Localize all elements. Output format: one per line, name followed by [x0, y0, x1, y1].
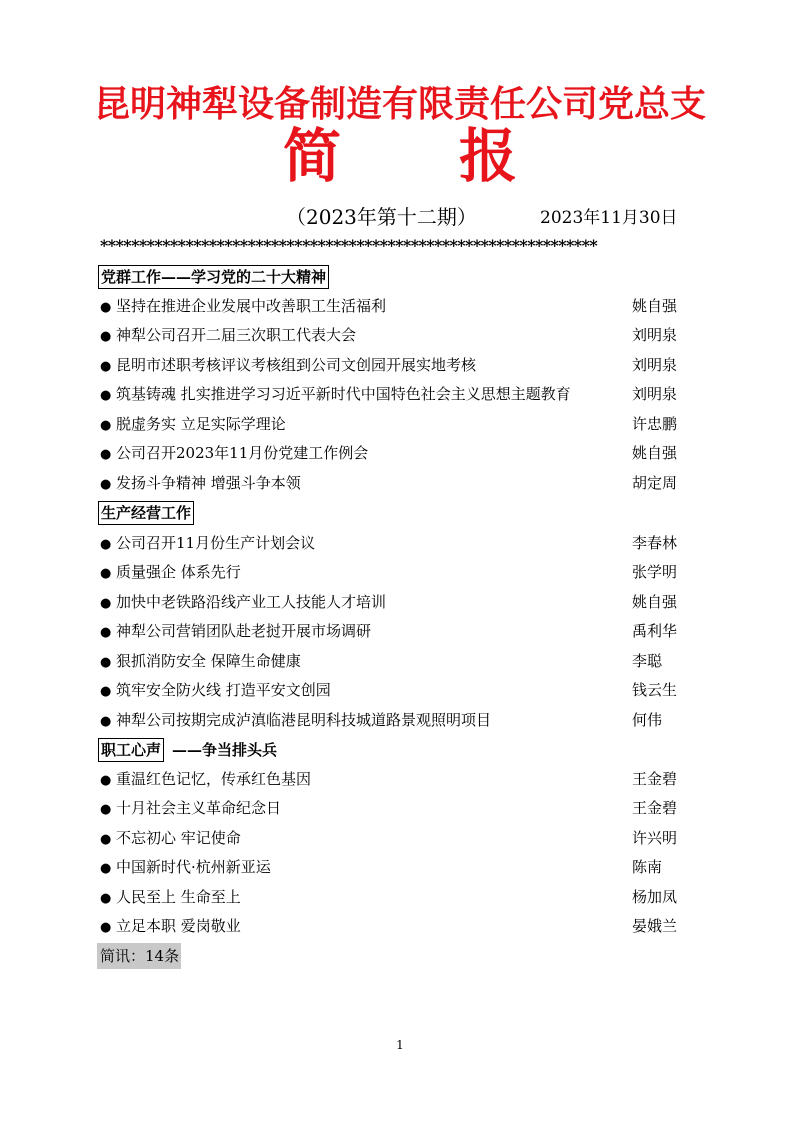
bullet-icon: ●: [100, 773, 112, 788]
issue-number: （2023年第十二期）: [286, 205, 477, 229]
list-item: [100, 560, 690, 584]
organization-title: 昆明神犁设备制造有限责任公司党总支: [93, 83, 706, 125]
list-item: [100, 323, 690, 347]
item-title: 不忘初心 牢记使命: [116, 829, 241, 847]
item-author: 许忠鹏: [632, 415, 678, 433]
bullet-icon: ●: [100, 566, 112, 581]
section-heading-staff-voice: [98, 738, 277, 762]
bulletin-title-char-2: 报: [459, 122, 518, 190]
bulletin-title: [0, 120, 800, 192]
item-title: 神犁公司按期完成泸滇临港昆明科技城道路景观照明项目: [116, 711, 492, 729]
section-heading-subtitle: ——争当排头兵: [172, 741, 278, 759]
item-author: 刘明泉: [632, 385, 678, 403]
item-title: 十月社会主义革命纪念日: [116, 799, 282, 817]
list-item: [100, 885, 690, 909]
item-title: 昆明市述职考核评议考核组到公司文创园开展实地考核: [116, 356, 477, 374]
bullet-icon: ●: [100, 920, 112, 935]
section-heading-label: 生产经营工作: [98, 501, 194, 525]
section-heading-label: 党群工作——学习党的二十大精神: [98, 265, 329, 289]
list-item: [100, 678, 690, 702]
bullet-icon: ●: [100, 596, 112, 611]
list-item: [100, 796, 690, 820]
item-author: 何伟: [632, 711, 663, 729]
star-divider: ****************************************************************: [100, 236, 598, 255]
item-author: 姚自强: [632, 297, 678, 315]
item-author: 杨加凤: [632, 888, 678, 906]
section-heading-production: [98, 501, 194, 525]
item-author: 张学明: [632, 563, 678, 581]
list-item: [100, 353, 690, 377]
bullet-icon: ●: [100, 447, 112, 462]
issue-date: 2023年11月30日: [540, 208, 678, 228]
item-title: 公司召开2023年11月份党建工作例会: [116, 444, 369, 462]
list-item: [100, 855, 690, 879]
page-number: 1: [396, 1038, 404, 1052]
item-title: 筑基铸魂 扎实推进学习习近平新时代中国特色社会主义思想主题教育: [116, 385, 571, 403]
item-title: 公司召开11月份生产计划会议: [116, 534, 316, 552]
list-item: [100, 294, 690, 318]
item-title: 质量强企 体系先行: [116, 563, 241, 581]
item-title: 坚持在推进企业发展中改善职工生活福利: [116, 297, 387, 315]
item-title: 立足本职 爱岗敬业: [116, 917, 241, 935]
list-item: [100, 382, 690, 406]
item-author: 姚自强: [632, 444, 678, 462]
bullet-icon: ●: [100, 891, 112, 906]
bullet-icon: ●: [100, 802, 112, 817]
bullet-icon: ●: [100, 861, 112, 876]
item-author: 许兴明: [632, 829, 678, 847]
section-heading-label: 职工心声: [98, 738, 164, 762]
list-item: [100, 826, 690, 850]
item-title: 狠抓消防安全 保障生命健康: [116, 652, 301, 670]
item-author: 禹利华: [632, 622, 678, 640]
list-item: [100, 441, 690, 465]
list-item: [100, 649, 690, 673]
item-author: 姚自强: [632, 593, 678, 611]
brief-count: 简讯：14条: [97, 943, 181, 969]
bullet-icon: ●: [100, 477, 112, 492]
bullet-icon: ●: [100, 418, 112, 433]
bullet-icon: ●: [100, 359, 112, 374]
item-title: 重温红色记忆，传承红色基因: [116, 770, 312, 788]
bullet-icon: ●: [100, 329, 112, 344]
item-author: 陈南: [632, 858, 663, 876]
bullet-icon: ●: [100, 300, 112, 315]
item-title: 人民至上 生命至上: [116, 888, 241, 906]
bullet-icon: ●: [100, 714, 112, 729]
bullet-icon: ●: [100, 832, 112, 847]
list-item: [100, 590, 690, 614]
item-author: 王金碧: [632, 799, 678, 817]
item-title: 发扬斗争精神 增强斗争本领: [116, 474, 301, 492]
item-title: 筑牢安全防火线 打造平安文创园: [116, 681, 331, 699]
item-author: 晏娥兰: [632, 917, 678, 935]
item-author: 胡定周: [632, 474, 678, 492]
list-item: [100, 531, 690, 555]
list-item: [100, 471, 690, 495]
item-author: 李聪: [632, 652, 663, 670]
section-heading-party-work: [98, 265, 329, 289]
item-title: 加快中老铁路沿线产业工人技能人才培训: [116, 593, 387, 611]
bullet-icon: ●: [100, 655, 112, 670]
list-item: [100, 914, 690, 938]
list-item: [100, 767, 690, 791]
bullet-icon: ●: [100, 625, 112, 640]
list-item: [100, 708, 690, 732]
item-author: 钱云生: [632, 681, 678, 699]
item-author: 刘明泉: [632, 356, 678, 374]
bullet-icon: ●: [100, 388, 112, 403]
item-author: 刘明泉: [632, 326, 678, 344]
bulletin-title-char-1: 简: [282, 122, 341, 190]
list-item: [100, 619, 690, 643]
list-item: [100, 412, 690, 436]
bullet-icon: ●: [100, 684, 112, 699]
item-title: 神犁公司召开二届三次职工代表大会: [116, 326, 357, 344]
bullet-icon: ●: [100, 537, 112, 552]
item-title: 中国新时代·杭州新亚运: [116, 858, 271, 876]
item-author: 李春林: [632, 534, 678, 552]
item-title: 神犁公司营销团队赴老挝开展市场调研: [116, 622, 372, 640]
item-title: 脱虚务实 立足实际学理论: [116, 415, 286, 433]
item-author: 王金碧: [632, 770, 678, 788]
